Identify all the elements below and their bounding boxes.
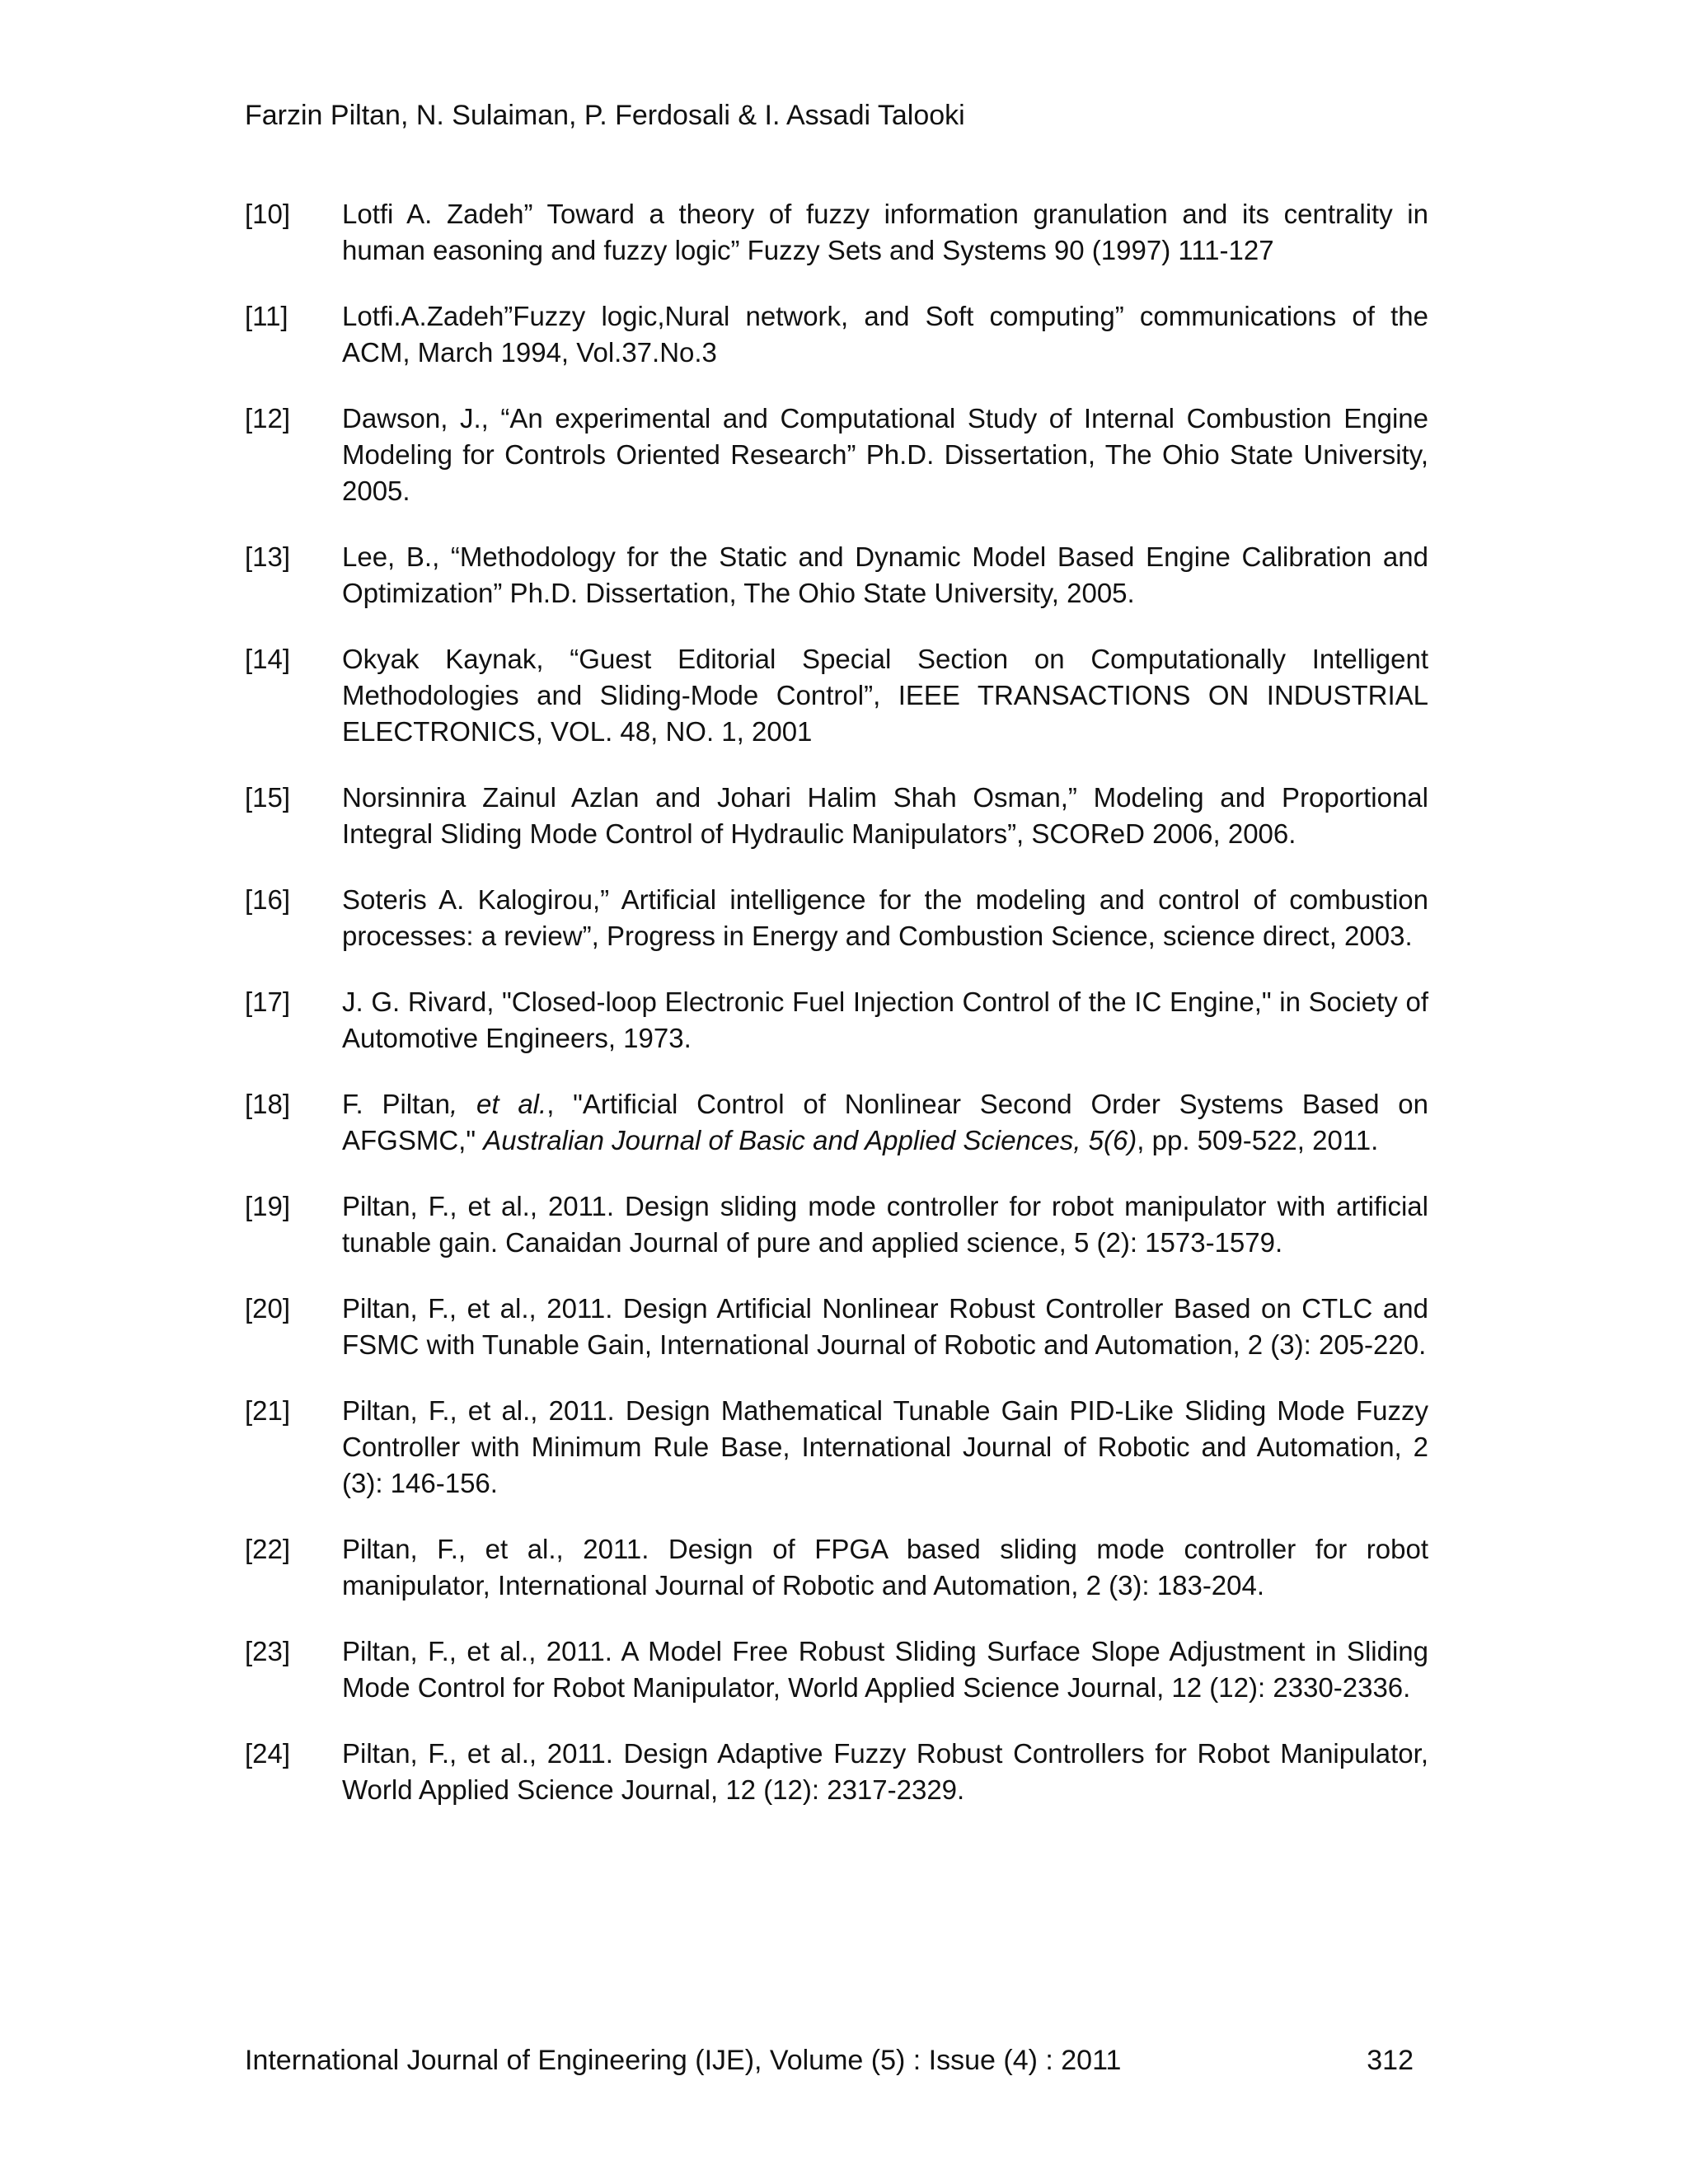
reference-item xyxy=(245,984,1428,1057)
reference-item xyxy=(245,1393,1428,1502)
reference-text xyxy=(342,882,1428,954)
reference-number: [24] xyxy=(245,1738,291,1769)
reference-text xyxy=(342,1736,1428,1808)
reference-text-segment: Lee, B., “Methodology for the Static and Dynamic Model Based Engine Calibration and Optimization” Ph.D. Dissertation, The Ohio State University, 2005. xyxy=(342,541,1428,608)
reference-number: [18] xyxy=(245,1089,291,1119)
reference-item xyxy=(245,298,1428,371)
reference-text-segment: Okyak Kaynak, “Guest Editorial Special Section on Computationally Intelligent Methodologies and Sliding-Mode Control”, IEEE TRANSACTIONS ON INDUSTRIAL ELECTRONICS, VOL. 48, NO. 1, 2001 xyxy=(342,644,1428,747)
reference-item xyxy=(245,1086,1428,1159)
reference-text xyxy=(342,1531,1428,1604)
reference-number: [17] xyxy=(245,987,291,1017)
reference-text-segment: Norsinnira Zainul Azlan and Johari Halim Shah Osman,” Modeling and Proportional Integral Sliding Mode Control of Hydraulic Manipulators”, SCOReD 2006, 2006. xyxy=(342,782,1428,849)
reference-text-segment: Piltan, F., et al., 2011. Design Mathematical Tunable Gain PID-Like Sliding Mode Fuzzy Controller with Minimum Rule Base, International Journal of Robotic and Automation, 2 (3): 146-156. xyxy=(342,1395,1428,1498)
reference-text xyxy=(342,780,1428,852)
reference-text xyxy=(342,539,1428,612)
reference-number: [19] xyxy=(245,1191,291,1221)
reference-text-segment: Piltan, F., et al., 2011. Design sliding mode controller for robot manipulator with artificial tunable gain. Canaidan Journal of pure and applied science, 5 (2): 1573-1579. xyxy=(342,1191,1428,1258)
reference-list xyxy=(245,196,1428,1838)
reference-text-segment: Piltan, F., et al., 2011. Design Artificial Nonlinear Robust Controller Based on CTLC and FSMC with Tunable Gain, International Journal of Robotic and Automation, 2 (3): 205-220. xyxy=(342,1293,1428,1360)
reference-text xyxy=(342,641,1428,750)
reference-number: [22] xyxy=(245,1534,291,1564)
reference-item xyxy=(245,1531,1428,1604)
reference-text xyxy=(342,1633,1428,1706)
footer-journal-info: International Journal of Engineering (IJE), Volume (5) : Issue (4) : 2011 xyxy=(245,2045,1122,2076)
reference-text-segment: , pp. 509-522, 2011. xyxy=(1137,1125,1379,1155)
reference-item xyxy=(245,1633,1428,1706)
reference-text xyxy=(342,1086,1428,1159)
reference-item xyxy=(245,196,1428,269)
reference-text-segment: Lotfi.A.Zadeh”Fuzzy logic,Nural network, and Soft computing” communications of the ACM, March 1994, Vol.37.No.3 xyxy=(342,301,1428,368)
reference-text xyxy=(342,196,1428,269)
reference-item xyxy=(245,1736,1428,1808)
reference-item xyxy=(245,780,1428,852)
reference-number: [12] xyxy=(245,403,291,434)
reference-text-segment: Soteris A. Kalogirou,” Artificial intelligence for the modeling and control of combustion processes: a review”, Progress in Energy and Combustion Science, science direct, 2003. xyxy=(342,884,1428,951)
reference-text xyxy=(342,1291,1428,1363)
reference-item xyxy=(245,539,1428,612)
reference-text-italic: Australian Journal of Basic and Applied Sciences, 5(6) xyxy=(483,1125,1137,1155)
reference-text xyxy=(342,984,1428,1057)
reference-item xyxy=(245,1188,1428,1261)
reference-text xyxy=(342,298,1428,371)
reference-number: [20] xyxy=(245,1293,291,1324)
reference-text-segment: Piltan, F., et al., 2011. Design of FPGA based sliding mode controller for robot manipulator, International Journal of Robotic and Automation, 2 (3): 183-204. xyxy=(342,1534,1428,1601)
reference-number: [15] xyxy=(245,782,291,813)
reference-item xyxy=(245,1291,1428,1363)
reference-text-segment: F. Piltan xyxy=(342,1089,451,1119)
footer-page-number: 312 xyxy=(1367,2045,1414,2076)
reference-text-segment: , "Artificial Control of Nonlinear Second Order Systems Based on AFGSMC," xyxy=(342,1089,1429,1155)
running-header-authors: Farzin Piltan, N. Sulaiman, P. Ferdosali & I. Assadi Talooki xyxy=(245,100,965,131)
reference-text-segment: Dawson, J., “An experimental and Computational Study of Internal Combustion Engine Modeling for Controls Oriented Research” Ph.D. Dissertation, The Ohio State University, 2005. xyxy=(342,403,1428,506)
reference-number: [11] xyxy=(245,301,288,331)
reference-number: [23] xyxy=(245,1636,291,1666)
reference-text-segment: Piltan, F., et al., 2011. A Model Free Robust Sliding Surface Slope Adjustment in Sliding Mode Control for Robot Manipulator, World Applied Science Journal, 12 (12): 2330-2336. xyxy=(342,1636,1428,1703)
reference-text xyxy=(342,401,1428,509)
reference-text xyxy=(342,1393,1428,1502)
reference-number: [16] xyxy=(245,884,291,915)
reference-number: [10] xyxy=(245,199,291,229)
reference-number: [21] xyxy=(245,1395,291,1426)
reference-item xyxy=(245,401,1428,509)
reference-text-segment: Lotfi A. Zadeh” Toward a theory of fuzzy information granulation and its centrality in human easoning and fuzzy logic” Fuzzy Sets and Systems 90 (1997) 111-127 xyxy=(342,199,1428,265)
reference-text-segment: Piltan, F., et al., 2011. Design Adaptive Fuzzy Robust Controllers for Robot Manipulator, World Applied Science Journal, 12 (12): 2317-2329. xyxy=(342,1738,1428,1805)
reference-text-segment: J. G. Rivard, "Closed-loop Electronic Fuel Injection Control of the IC Engine," in Society of Automotive Engineers, 1973. xyxy=(342,987,1428,1053)
reference-number: [14] xyxy=(245,644,291,674)
reference-text xyxy=(342,1188,1428,1261)
page-footer xyxy=(245,2042,1414,2079)
reference-item xyxy=(245,882,1428,954)
reference-item xyxy=(245,641,1428,750)
reference-text-italic: , et al. xyxy=(450,1089,547,1119)
reference-number: [13] xyxy=(245,541,291,572)
